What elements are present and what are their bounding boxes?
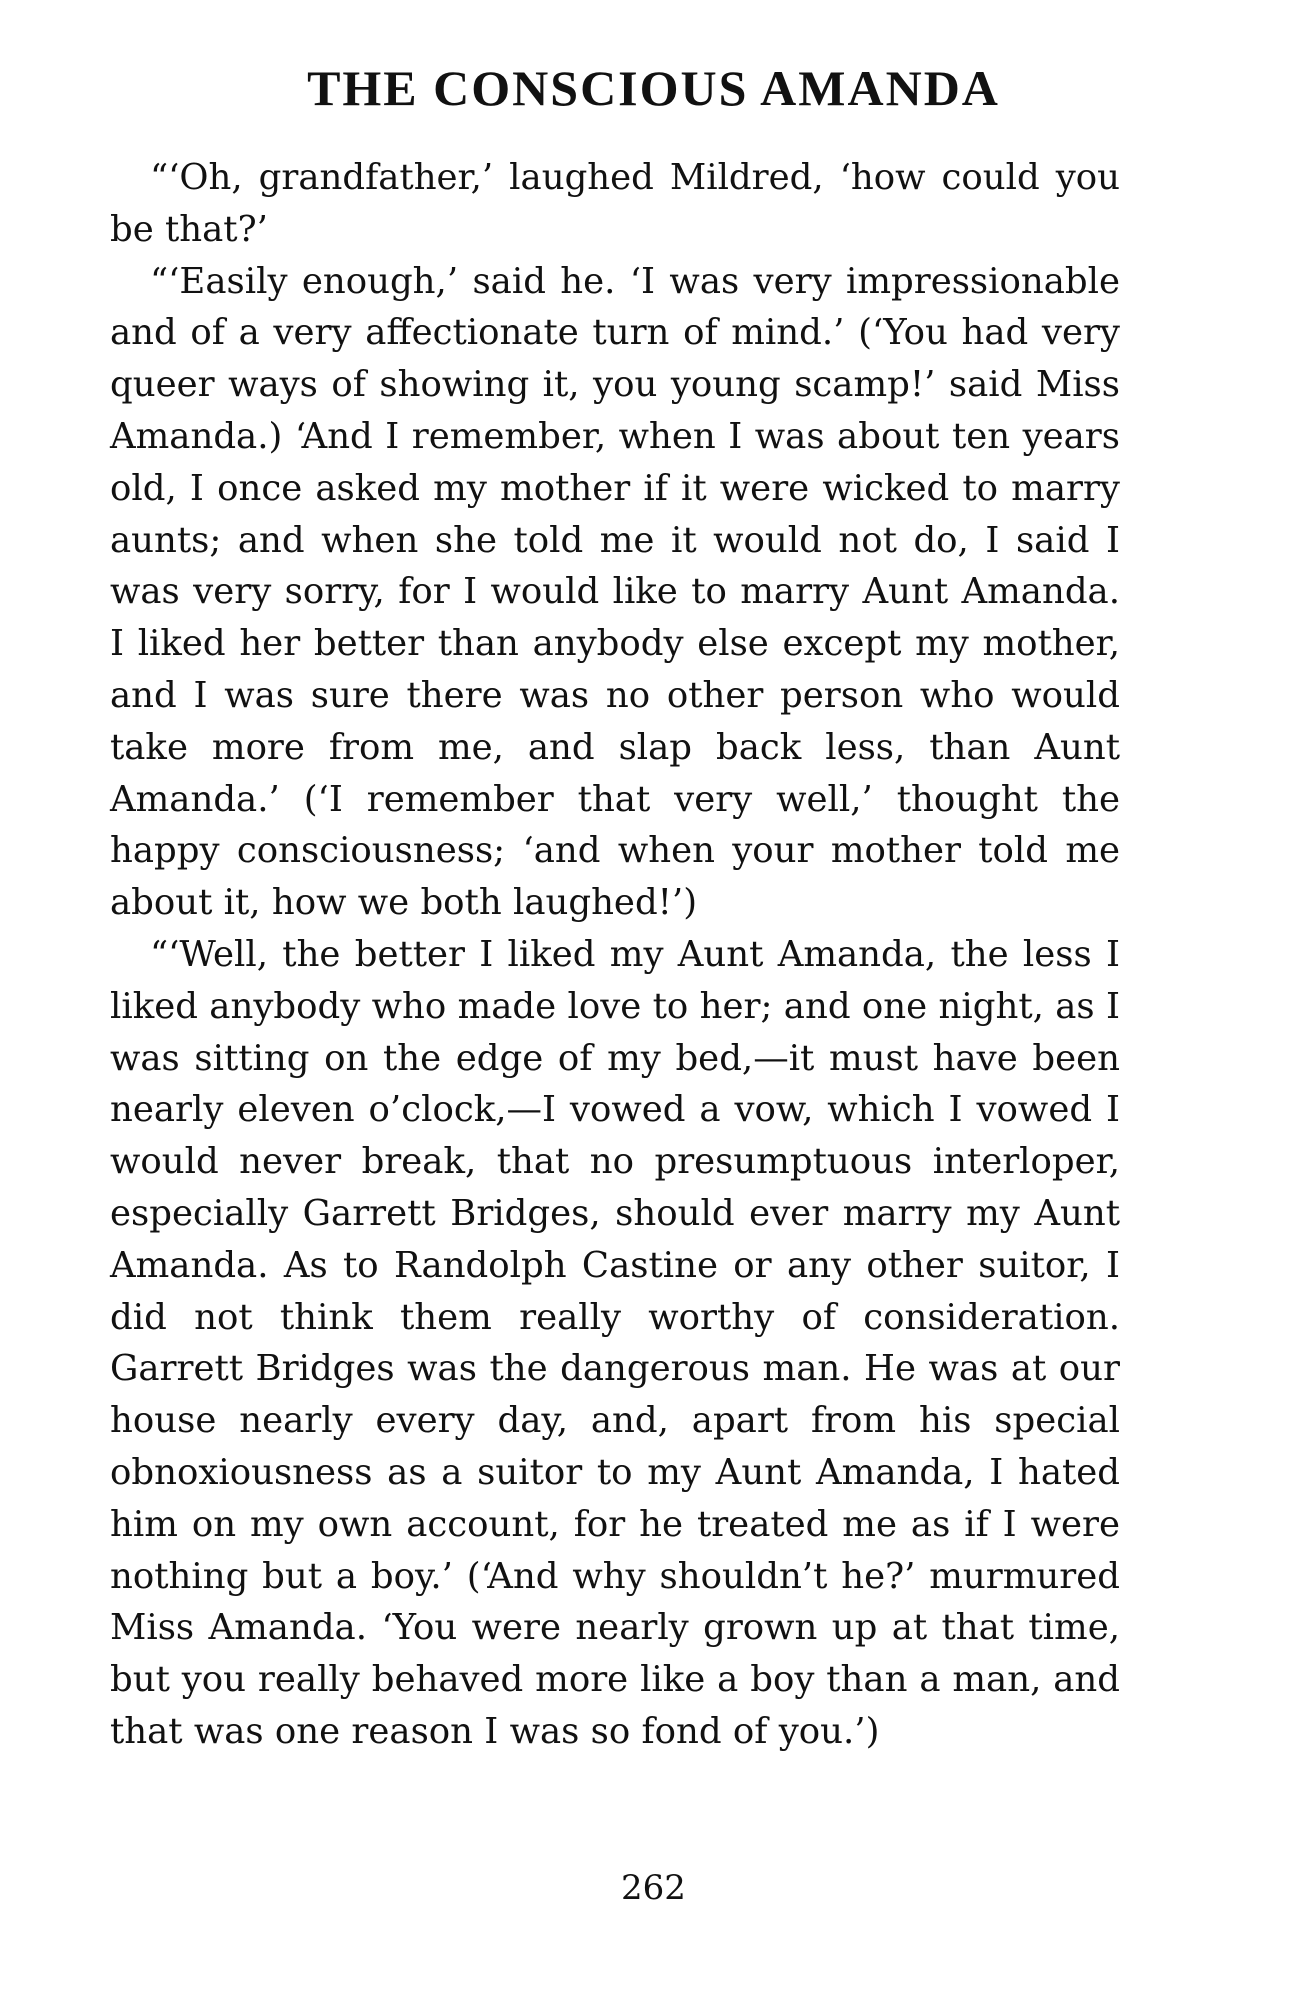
body-text	[110, 152, 1120, 1758]
running-head: THE CONSCIOUS AMANDA	[307, 60, 1000, 116]
paragraph-3: “‘Well, the better I liked my Aunt Amanda, the less I liked anybody who made love to her; and one night, as I was sitting on the edge of my bed,—it must have been nearly eleven o’clock,—I vowed a vow, which I vowed I would never break, that no presumptuous interloper, especially Garrett Bridges, should ever marry my Aunt Amanda. As to Randolph Castine or any other suitor, I did not think them really worthy of consideration. Garrett Bridges was the dangerous man. He was at our house nearly every day, and, apart from his special obnoxiousness as a suitor to my Aunt Amanda, I hated him on my own account, for he treated me as if I were nothing but a boy.’ (‘And why shouldn’t he?’ murmured Miss Amanda. ‘You were nearly grown up at that time, but you really behaved more like a boy than a man, and that was one reason I was so fond of you.’)	[110, 933, 1120, 1752]
paragraph-2: “‘Easily enough,’ said he. ‘I was very impressionable and of a very affectionate turn of mind.’ (‘You had very queer ways of showing it, you young scamp!’ said Miss Amanda.) ‘And I remember, when I was about ten years old, I once asked my mother if it were wicked to marry aunts; and when she told me it would not do, I said I was very sorry, for I would like to marry Aunt Amanda. I liked her better than anybody else except my mother, and I was sure there was no other person who would take more from me, and slap back less, than Aunt Amanda.’ (‘I remember that very well,’ thought the happy consciousness; ‘and when your mother told me about it, how we both laughed!’)	[110, 260, 1120, 924]
page-number: 262	[621, 1868, 686, 1908]
paragraph-1: “‘Oh, grandfather,’ laughed Mildred, ‘how could you be that?’	[110, 157, 1120, 250]
